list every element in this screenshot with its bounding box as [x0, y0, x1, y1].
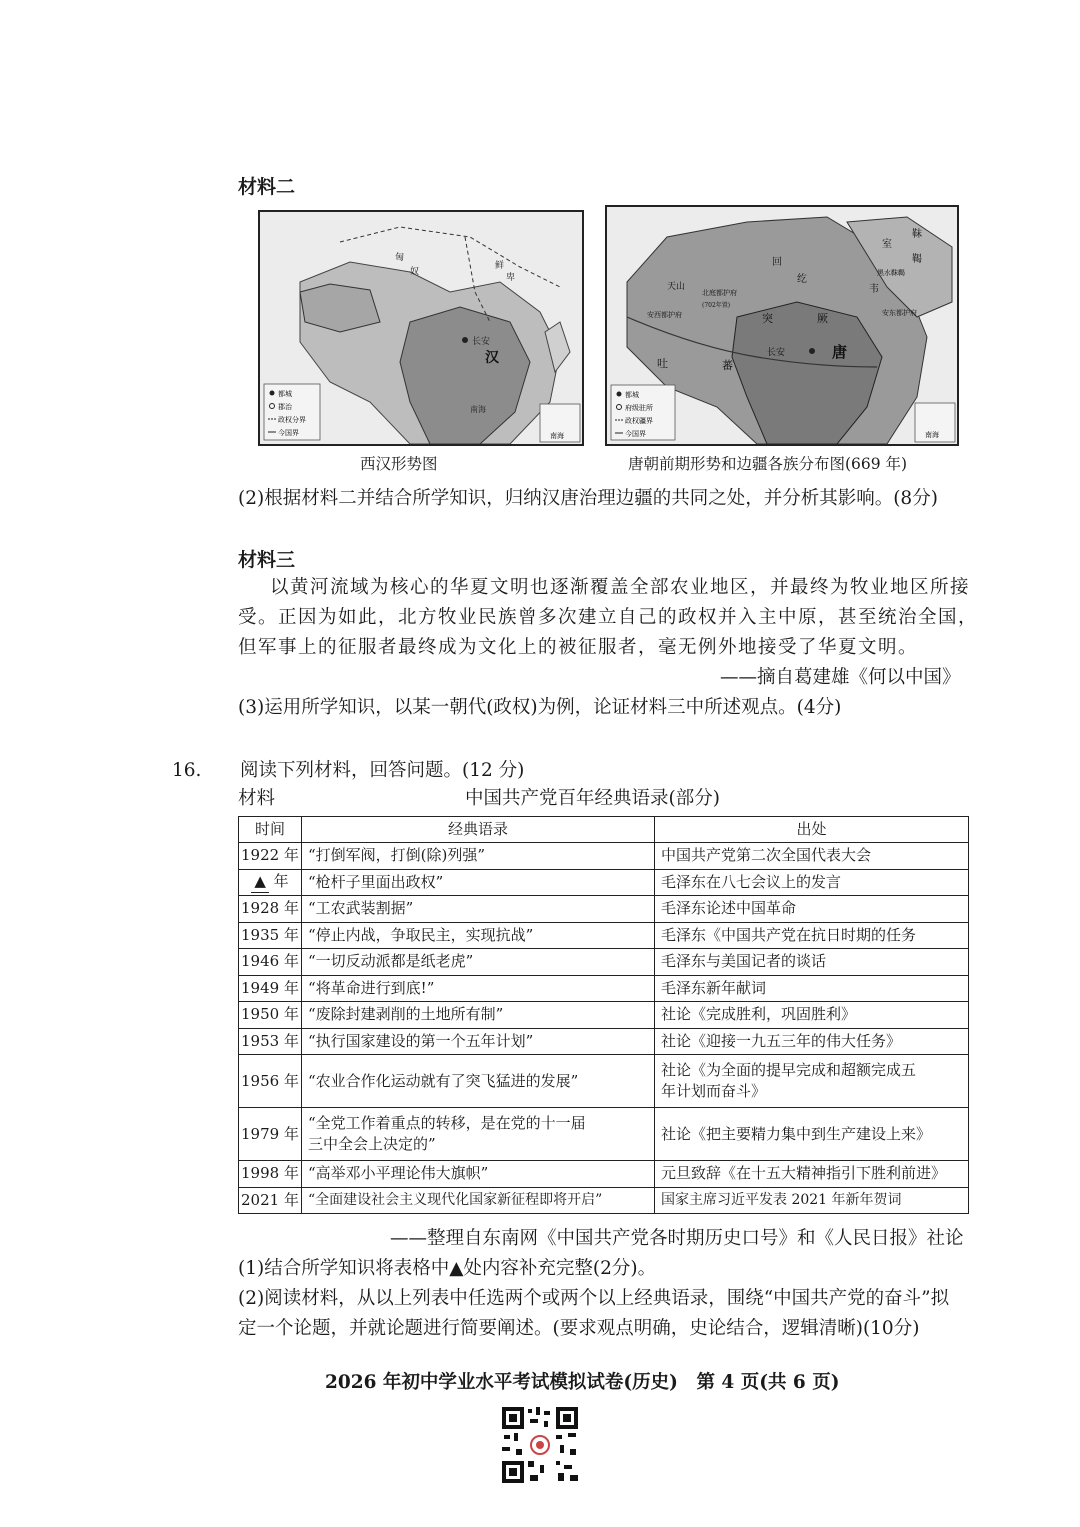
question-16-intro: 阅读下列材料，回答问题。(12 分) [240, 760, 525, 781]
row-source: 国家主席习近平发表 2021 年新年贺词 [655, 1187, 969, 1214]
map-right-label-bo: 蕃 [722, 359, 733, 372]
row-year: 1928 年 [239, 896, 302, 923]
row-quote: “打倒军阀，打倒(除)列强” [302, 843, 655, 870]
western-han-map-caption: 西汉形势图 [360, 455, 438, 473]
row-quote: “枪杆子里面出政权” [302, 869, 655, 896]
quotes-table [238, 816, 969, 1214]
map-right-label-changan: 长安 [767, 348, 786, 358]
table-row [239, 896, 969, 923]
early-tang-map [605, 205, 959, 446]
map-right-label-shi: 室 [882, 239, 892, 250]
table-source: ——整理自东南网《中国共产党各时期历史口号》和《人民日报》社论 [390, 1228, 964, 1249]
material3-line1: 以黄河流域为核心的华夏文明也逐渐覆盖全部农业地区，并最终为牧业地区所接 [270, 577, 971, 598]
map-right-label-tu: 突 [762, 312, 773, 325]
material3-line2: 受。正因为如此，北方牧业民族曾多次建立自己的政权并入主中原，甚至统治全国， [238, 607, 979, 628]
map-right-label-he2: 鞨 [912, 254, 922, 265]
map-right-label-tu2: 吐 [657, 357, 668, 370]
table-row [239, 1108, 969, 1161]
map-right-inset-label: 南海 [925, 431, 939, 439]
row-source-multiline [655, 1055, 969, 1108]
map-left-legend-capital: 都城 [278, 390, 292, 398]
row-source: 中国共产党第二次全国代表大会 [655, 843, 969, 870]
table-row [239, 1002, 969, 1029]
table-row [239, 949, 969, 976]
table-row [239, 1055, 969, 1108]
table-header-row [239, 817, 969, 843]
row-source: 社论《迎接一九五三年的伟大任务》 [655, 1028, 969, 1055]
map-left-legend-border: 今国界 [278, 429, 299, 437]
map-left-legend-prefecture: 郡治 [278, 403, 292, 411]
header-quote: 经典语录 [302, 817, 655, 843]
row-quote: “一切反动派都是纸老虎” [302, 949, 655, 976]
row-year: 1956 年 [239, 1055, 302, 1108]
row-quote: “执行国家建设的第一个五年计划” [302, 1028, 655, 1055]
row-quote: “工农武装割据” [302, 896, 655, 923]
row-year: 1998 年 [239, 1161, 302, 1188]
question-16-2-line1: (2)阅读材料，从以上列表中任选两个或两个以上经典语录，围绕“中国共产党的奋斗”拟 [238, 1288, 950, 1309]
row-quote-line1: “全党工作着重点的转移，是在党的十一届 [308, 1114, 586, 1132]
map-left-label-changan: 长安 [472, 337, 491, 347]
early-tang-map-graphic [607, 207, 957, 444]
row-quote: “高举邓小平理论伟大旗帜” [302, 1161, 655, 1188]
row-year: 2021 年 [239, 1187, 302, 1214]
row-quote: “将革命进行到底!” [302, 975, 655, 1002]
map-right-label-he: 纥 [797, 274, 807, 285]
map-right-label-702: (702年置) [702, 302, 731, 309]
row-quote-line2: 三中全会上决定的” [308, 1135, 436, 1153]
row-source: 毛泽东《中国共产党在抗日时期的任务 [655, 922, 969, 949]
map-right-legend-boundary: 政权疆界 [625, 417, 653, 425]
map-right-legend-office: 府级驻所 [625, 404, 653, 412]
western-han-map-graphic [260, 212, 582, 444]
map-left-label-han: 汉 [485, 350, 499, 366]
map-left-legend-boundary: 政权分界 [278, 416, 306, 424]
map-left-label-bei: 卑 [506, 273, 516, 283]
row-quote: “全面建设社会主义现代化国家新征程即将开启” [302, 1187, 655, 1214]
map-left-label-nu: 奴 [410, 267, 420, 277]
qr-code [500, 1405, 580, 1485]
row-year: 1946 年 [239, 949, 302, 976]
table-title: 中国共产党百年经典语录(部分) [465, 788, 720, 809]
western-han-map [258, 210, 584, 446]
header-time: 时间 [239, 817, 302, 843]
map-right-label-tianshan: 天山 [667, 282, 686, 292]
question-15-3: (3)运用所学知识，以某一朝代(政权)为例，论证材料三中所述观点。(4分) [238, 697, 842, 718]
question-16-1: (1)结合所学知识将表格中▲处内容补充完整(2分)。 [238, 1258, 657, 1279]
question-16-material-label: 材料 [238, 788, 276, 809]
question-16-2-line2: 定一个论题，并就论题进行简要阐述。(要求观点明确，史论结合，逻辑清晰)(10分) [238, 1318, 920, 1339]
header-source: 出处 [655, 817, 969, 843]
map-left-inset-label: 南海 [550, 432, 564, 440]
map-right-legend-capital: 都城 [625, 391, 639, 399]
table-row [239, 869, 969, 896]
map-right-label-wei: 韦 [869, 284, 879, 295]
map-right-legend-border: 今国界 [625, 430, 646, 438]
table-row [239, 1161, 969, 1188]
row-source: 毛泽东新年献词 [655, 975, 969, 1002]
row-quote: “农业合作化运动就有了突飞猛进的发展” [302, 1055, 655, 1108]
table-row [239, 1187, 969, 1214]
qr-code-graphic [500, 1405, 580, 1485]
material3-line3: 但军事上的征服者最终成为文化上的被征服者，毫无例外地接受了华夏文明。 [238, 637, 919, 658]
material2-heading: 材料二 [238, 176, 296, 198]
map-right-label-tang: 唐 [832, 343, 848, 361]
row-year-blank [239, 869, 302, 896]
early-tang-map-caption: 唐朝前期形势和边疆各族分布图(669 年) [628, 455, 908, 473]
blank-year-marker: ▲ [251, 871, 269, 893]
map-right-label-andong: 安东都护府 [882, 309, 917, 317]
row-source: 毛泽东与美国记者的谈话 [655, 949, 969, 976]
map-left-label-xiong: 匈 [395, 253, 405, 263]
row-quote: “停止内战，争取民主，实现抗战” [302, 922, 655, 949]
page-footer: 2026 年初中学业水平考试模拟试卷(历史) 第 4 页(共 6 页) [325, 1372, 840, 1393]
row-quote-multiline [302, 1108, 655, 1161]
row-year: 1949 年 [239, 975, 302, 1002]
map-right-label-hui: 回 [772, 257, 782, 268]
table-row [239, 843, 969, 870]
map-right-label-mo: 靺 [912, 229, 922, 240]
map-right-label-jue: 厥 [817, 312, 828, 325]
row-source: 元旦致辞《在十五大精神指引下胜利前进》 [655, 1161, 969, 1188]
row-source: 社论《完成胜利，巩固胜利》 [655, 1002, 969, 1029]
row-year: 1935 年 [239, 922, 302, 949]
blank-year-suffix: 年 [273, 872, 289, 891]
row-source-line1: 社论《为全面的提早完成和超额完成五 [661, 1061, 917, 1079]
question-16-number: 16. [172, 760, 202, 781]
map-left-label-nanhai: 南海 [470, 405, 486, 414]
map-right-label-heishui: 黑水靺鞨 [877, 269, 905, 277]
row-source: 毛泽东论述中国革命 [655, 896, 969, 923]
row-quote: “废除封建剥削的土地所有制” [302, 1002, 655, 1029]
row-year: 1979 年 [239, 1108, 302, 1161]
table-row [239, 975, 969, 1002]
row-source: 社论《把主要精力集中到生产建设上来》 [655, 1108, 969, 1161]
material3-heading: 材料三 [238, 549, 296, 571]
table-row [239, 1028, 969, 1055]
material3-source: ——摘自葛建雄《何以中国》 [720, 667, 961, 688]
row-year: 1953 年 [239, 1028, 302, 1055]
row-year: 1950 年 [239, 1002, 302, 1029]
map-right-label-beiting: 北庭都护府 [702, 289, 737, 297]
map-left-label-xian: 鲜 [495, 261, 505, 271]
row-source-line2: 年计划而奋斗》 [661, 1082, 767, 1100]
row-year: 1922 年 [239, 843, 302, 870]
question-15-2: (2)根据材料二并结合所学知识，归纳汉唐治理边疆的共同之处，并分析其影响。(8分) [238, 488, 938, 509]
map-right-label-anxi: 安西都护府 [647, 311, 682, 319]
row-source: 毛泽东在八七会议上的发言 [655, 869, 969, 896]
table-row [239, 922, 969, 949]
